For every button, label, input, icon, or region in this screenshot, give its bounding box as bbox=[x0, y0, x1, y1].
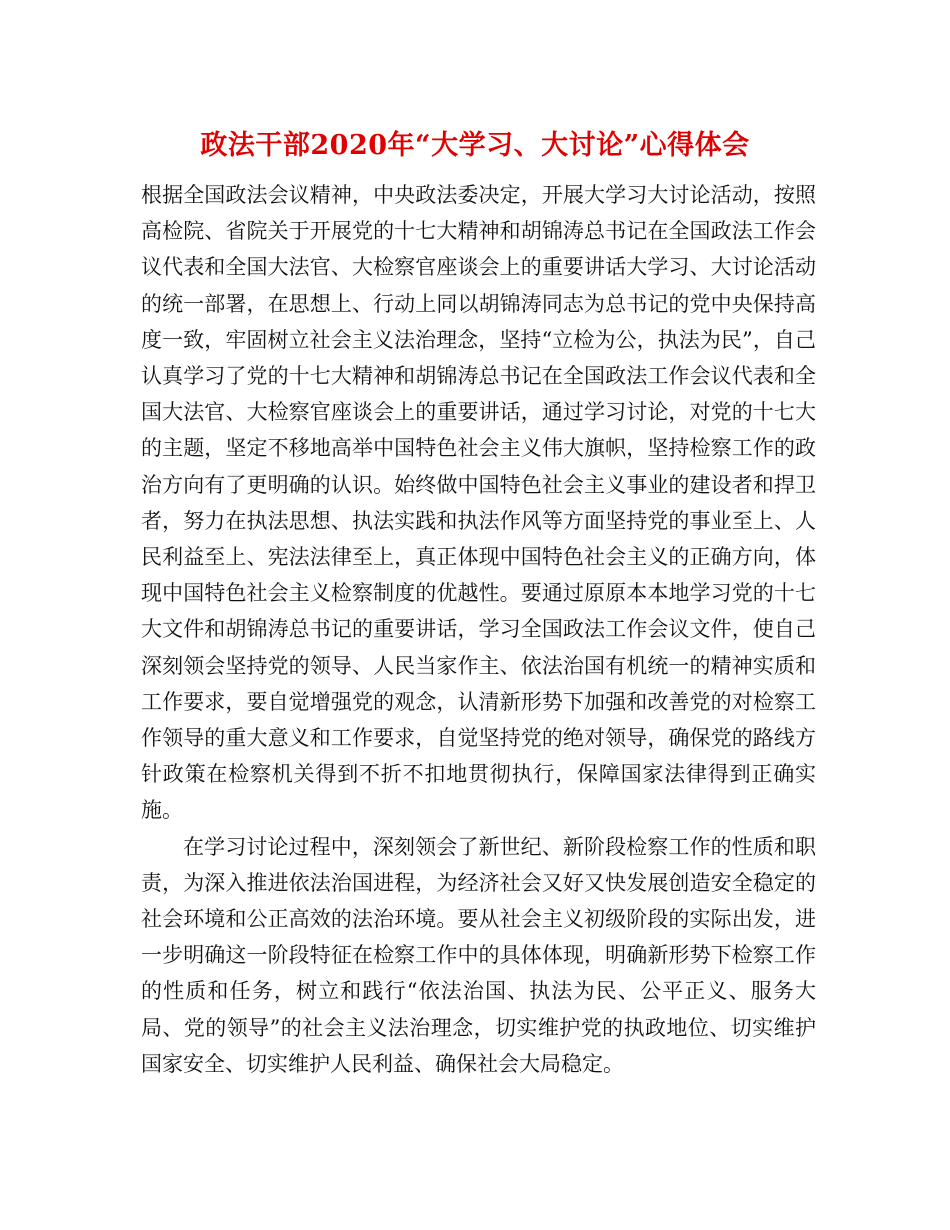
paragraph-2: 在学习讨论过程中，深刻领会了新世纪、新阶段检察工作的性质和职责，为深入推进依法治国进程，为经济社会又好又快发展创造安全稳定的社会环境和公正高效的法治环境。要从社会主义初级阶段的实际出发，进一步明确这一阶段特征在检察工作中的具体体现，明确新形势下检察工作的性质和任务，树立和践行“依法治国、执法为民、公平正义、服务大局、党的领导”的社会主义法治理念，切实维护党的执政地位、切实维护国家安全、切实维护人民利益、确保社会大局稳定。 bbox=[141, 834, 816, 1076]
document-title: 政法干部2020年“大学习、大讨论”心得体会 bbox=[200, 130, 750, 161]
paragraph-1: 根据全国政法会议精神，中央政法委决定，开展大学习大讨论活动，按照高检院、省院关于开展党的十七大精神和胡锦涛总书记在全国政法工作会议代表和全国大法官、大检察官座谈会上的重要讲话大学习、大讨论活动的统一部署，在思想上、行动上同以胡锦涛同志为总书记的党中央保持高度一致，牢固树立社会主义法治理念，坚持“立检为公，执法为民”，自己认真学习了党的十七大精神和胡锦涛总书记在全国政法工作会议代表和全国大法官、大检察官座谈会上的重要讲话，通过学习讨论，对党的十七大的主题，坚定不移地高举中国特色社会主义伟大旗帜，坚持检察工作的政治方向有了更明确的认识。始终做中国特色社会主义事业的建设者和捍卫者，努力在执法思想、执法实践和执法作风等方面坚持党的事业至上、人民利益至上、宪法法律至上，真正体现中国特色社会主义的正确方向，体现中国特色社会主义检察制度的优越性。要通过原原本本地学习党的十七大文件和胡锦涛总书记的重要讲话，学习全国政法工作会议文件，使自己深刻领会坚持党的领导、人民当家作主、依法治国有机统一的精神实质和工作要求，要自觉增强党的观念，认清新形势下加强和改善党的对检察工作领导的重大意义和工作要求，自觉坚持党的绝对领导，确保党的路线方针政策在检察机关得到不折不扣地贯彻执行，保障国家法律得到正确实施。 bbox=[141, 183, 816, 823]
document-body bbox=[141, 177, 816, 1082]
